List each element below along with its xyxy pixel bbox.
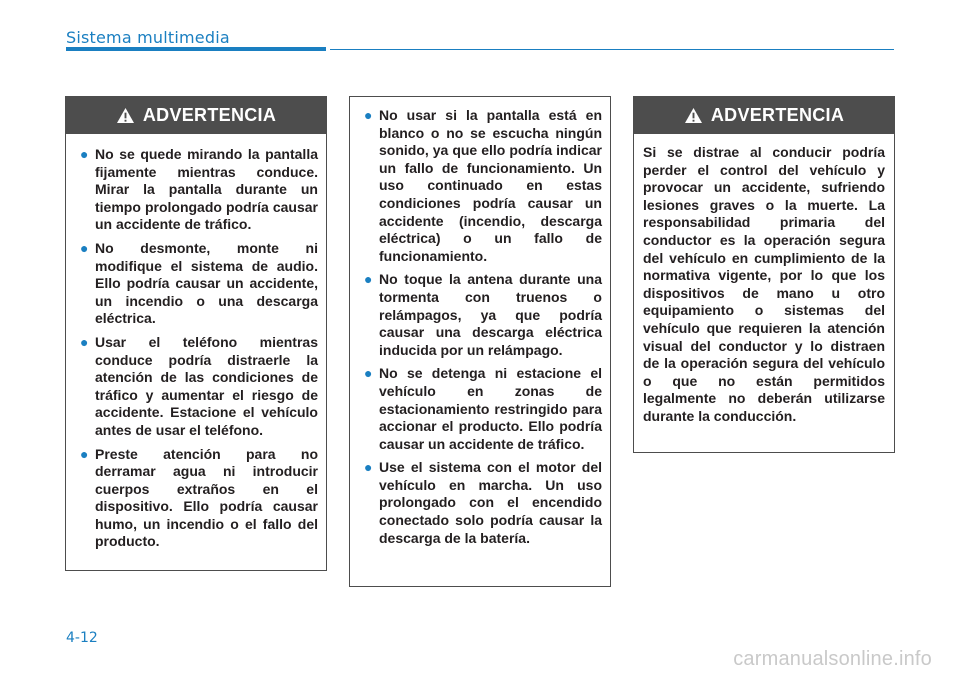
warning-header-3 [634,97,894,134]
warning-title-1: ADVERTENCIA [142,105,277,125]
list-item [74,334,318,440]
bullet-dot: ● [364,459,373,476]
bullet-dot: ● [80,445,89,462]
warning-list-1 [66,134,326,551]
header-rule-thin [330,49,894,50]
warning-box-1 [65,96,327,571]
warning-box-3 [633,96,895,453]
bullet-dot: ● [80,333,89,350]
list-item [358,459,602,547]
warning-triangle-icon [684,107,703,124]
list-item-text: No desmonte, monte ni modifique el sistema de audio. Ello podría causar un accidente, un incendio o una descarga eléctrica. [95,239,318,327]
section-title: Sistema multimedia [66,28,230,47]
list-item-text: Use el sistema con el motor del vehículo en marcha. Un uso prolongado con el encendido conectado solo podría causar la descarga de la batería. [379,459,602,546]
warning-list-2 [350,97,610,547]
list-item [358,271,602,359]
warning-box-2 [349,96,611,587]
warning-triangle-icon [116,107,135,124]
bullet-dot: ● [364,365,373,382]
watermark: carmanualsonline.info [733,648,932,670]
list-item-text: Preste atención para no derramar agua ni introducir cuerpos extraños en el dispositivo. Ello podría causar humo, un incendio o el fallo del producto. [95,445,318,550]
list-item [74,146,318,234]
warning-header-1 [66,97,326,134]
bullet-dot: ● [364,271,373,288]
bullet-dot: ● [364,107,373,123]
header-rule-thick [66,47,326,51]
page-number: 4-12 [66,630,98,646]
warning-text-3: Si se distrae al conducir podría perder el control del vehículo y provocar un accidente, sufriendo lesiones graves o la muerte. La responsabilidad primaria del conductor es la operación segura del vehículo en cumplimiento de la normativa vigente, por lo que los dispositivos de mano u otro equipamiento o sistemas del vehículo que requieren la atención visual del conductor y lo distraen de la operación segura del vehículo o que no están permitidos legalmente no deberán utilizarse durante la conducción. [643,144,885,424]
list-item [358,107,602,265]
warning-title-3: ADVERTENCIA [710,105,845,125]
list-item-text: No toque la antena durante una tormenta con truenos o relámpagos, ya que podría causar una descarga eléctrica inducida por un relámpago. [379,271,602,358]
bullet-dot: ● [80,146,89,162]
list-item [358,365,602,453]
list-item-text: Usar el teléfono mientras conduce podría distraerle la atención de las condiciones de tráfico y aumentar el riesgo de accidente. Estacione el vehículo antes de usar el teléfono. [95,333,318,438]
list-item-text: No se detenga ni estacione el vehículo en zonas de estacionamiento restringido para accionar el producto. Ello podría causar un accidente de tráfico. [379,365,602,452]
list-item [74,446,318,552]
list-item [74,240,318,328]
list-item-text: No se quede mirando la pantalla fijamente mientras conduce. Mirar la pantalla durante un tiempo prolongado podría causar un accidente de tráfico. [95,146,318,233]
list-item-text: No usar si la pantalla está en blanco o no se escucha ningún sonido, ya que ello podría indicar un fallo de funcionamiento. Un uso continuado en estas condiciones podría causar un accidente (incendio, descarga eléctrica) o un fallo de funcionamiento. [379,107,602,264]
bullet-dot: ● [80,239,89,256]
